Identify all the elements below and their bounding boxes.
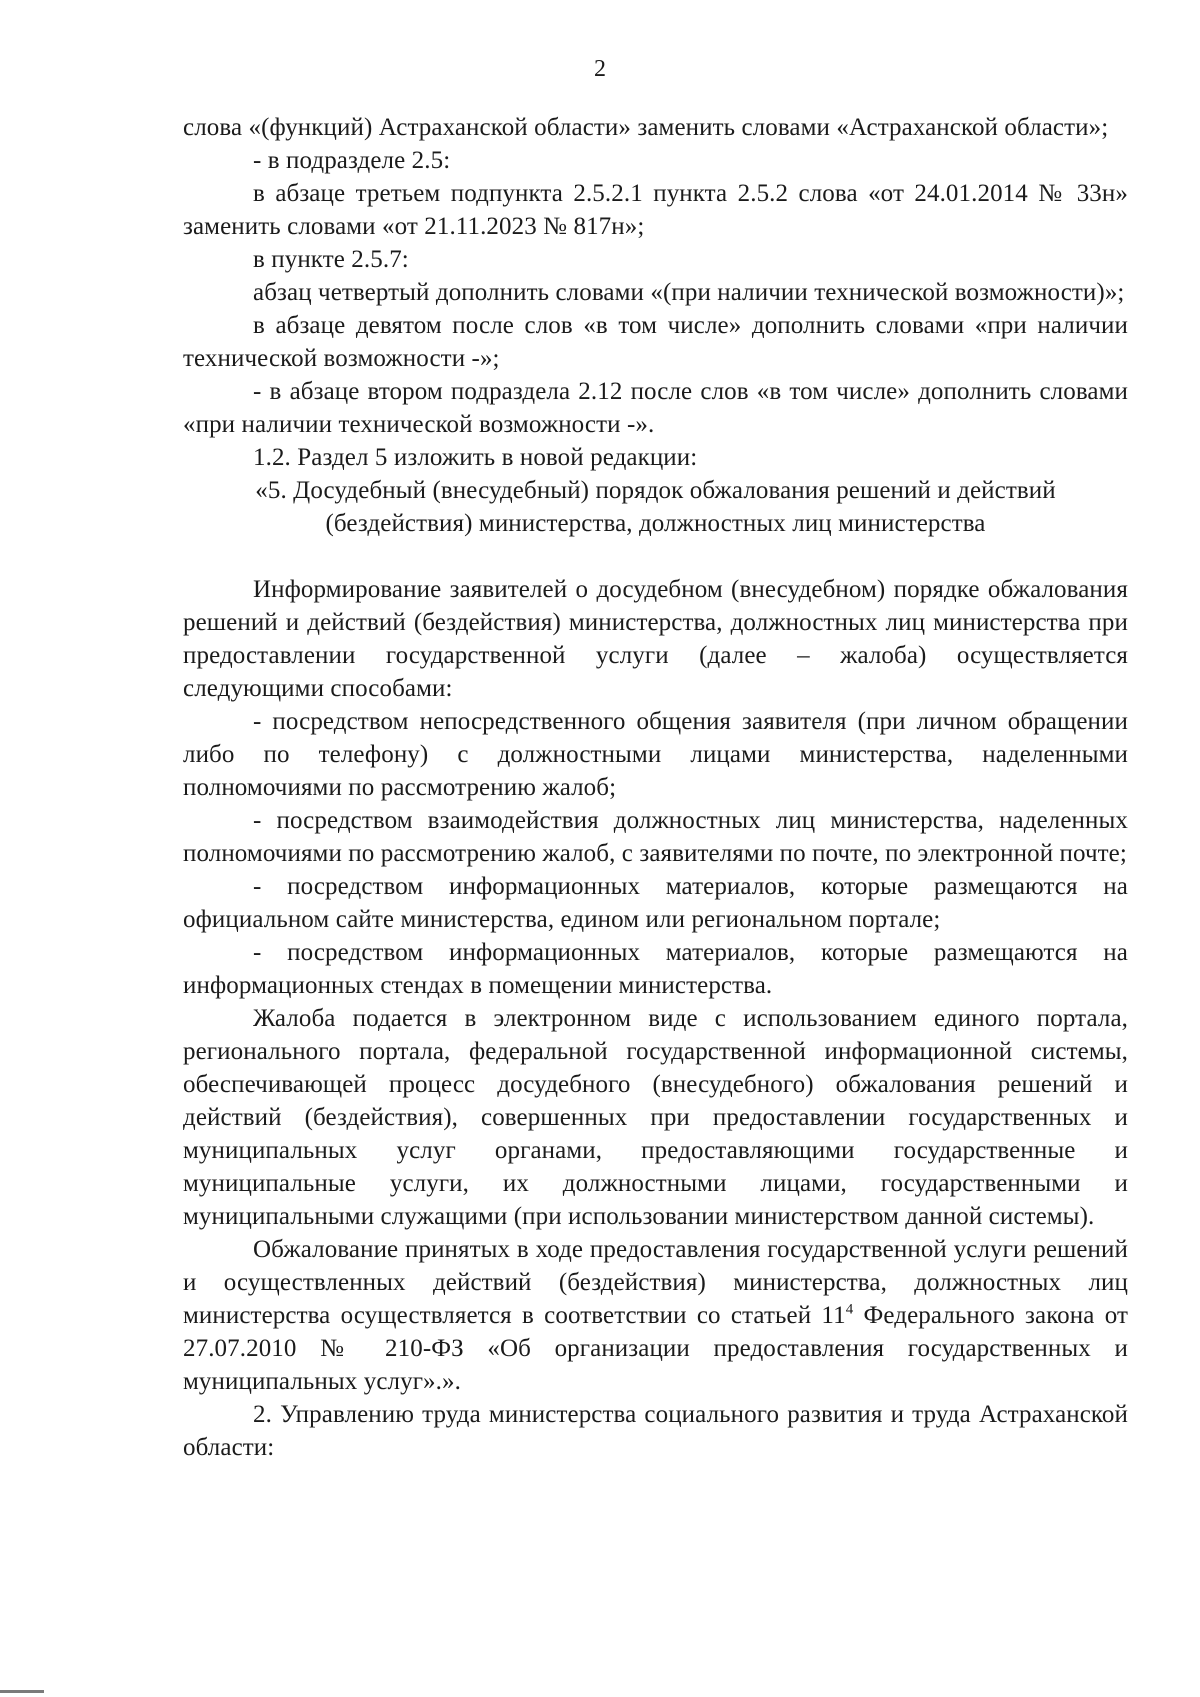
paragraph-subitem-2-5-2-1: в абзаце третьем подпункта 2.5.2.1 пункта 2.5.2 слова «от 24.01.2014 № 33н» заменить словами «от 21.11.2023 № 817н»; — [183, 180, 1128, 240]
document-body — [183, 111, 1128, 1464]
page-number: 2 — [594, 56, 606, 82]
paragraph-method-website: - посредством информационных материалов, которые размещаются на официальном сайте министерства, едином или региональном портале; — [183, 873, 1128, 933]
section-5-heading: «5. Досудебный (внесудебный) порядок обжалования решений и действий (бездействия) министерства, должностных лиц министерства — [255, 477, 1056, 537]
paragraph-subsection-2-5: - в подразделе 2.5: — [253, 147, 451, 174]
article-superscript: 4 — [845, 1301, 854, 1318]
paragraph-complaint-electronic: Жалоба подается в электронном виде с использованием единого портала, регионального портала, федеральной государственной информационной системы, обеспечивающей процесс досудебного (внесудебного) обжалования решений и действий (бездействия), совершенных при предоставлении государственных и муниципальных услуг органами, предоставляющими государственные и муниципальные услуги, их должностными лицами, государственными и муниципальными служащими (при использовании министерством данной системы). — [183, 1005, 1128, 1230]
paragraph-replace-functions: слова «(функций) Астраханской области» заменить словами «Астраханской области»; — [183, 114, 1109, 141]
appeal-text-start: Обжалование принятых в ходе предоставления государственной услуги решений и осуществленных действий (бездействия) министерства, должностных лиц министерства осуществляется в соответствии со статьей 11 — [183, 1236, 1128, 1329]
paragraph-fourth-abzac: абзац четвертый дополнить словами «(при наличии технической возможности)»; — [253, 279, 1125, 306]
paragraph-ninth-abzac: в абзаце девятом после слов «в том числе» дополнить словами «при наличии технической возможности -»; — [183, 312, 1128, 372]
paragraph-subsection-2-12: - в абзаце втором подраздела 2.12 после слов «в том числе» дополнить словами «при наличии технической возможности -». — [183, 378, 1128, 438]
blank-line — [183, 540, 1128, 573]
paragraph-informing-applicants: Информирование заявителей о досудебном (внесудебном) порядке обжалования решений и действий (бездействия) министерства, должностных лиц министерства при предоставлении государственной услуги (далее – жалоба) осуществляется следующими способами: — [183, 576, 1128, 702]
paragraph-method-mail: - посредством взаимодействия должностных лиц министерства, наделенных полномочиями по рассмотрению жалоб, с заявителями по почте, по электронной почте; — [183, 807, 1128, 867]
paragraph-labor-department: 2. Управлению труда министерства социального развития и труда Астраханской области: — [183, 1401, 1128, 1461]
paragraph-item-2-5-7: в пункте 2.5.7: — [253, 246, 409, 273]
paragraph-appeal-federal-law — [183, 1233, 1128, 1398]
scan-edge-mark — [0, 1690, 44, 1693]
paragraph-method-stands: - посредством информационных материалов, которые размещаются на информационных стендах в помещении министерства. — [183, 939, 1128, 999]
appeal-text-end: Федерального закона от 27.07.2010 № 210-ФЗ «Об организации предоставления государственных и муниципальных услуг».». — [183, 1302, 1129, 1395]
paragraph-section-5-intro: 1.2. Раздел 5 изложить в новой редакции: — [253, 444, 698, 471]
paragraph-method-direct-communication: - посредством непосредственного общения заявителя (при личном обращении либо по телефону) с должностными лицами министерства, наделенными полномочиями по рассмотрению жалоб; — [183, 708, 1128, 801]
